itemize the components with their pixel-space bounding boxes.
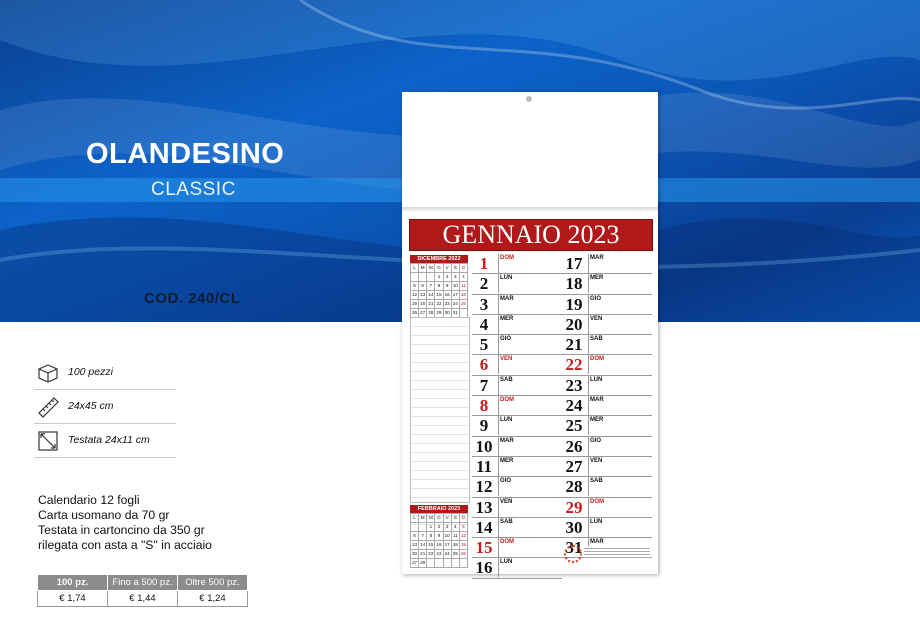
- calendar-day: [472, 538, 562, 558]
- mini-weekday: D: [460, 514, 468, 523]
- mini-weekday: L: [411, 264, 419, 273]
- day-weekday: MAR: [590, 539, 604, 546]
- day-weekday: LUN: [500, 559, 513, 566]
- mini-day: 2: [435, 523, 443, 532]
- mini-day: 22: [427, 550, 435, 559]
- mini-day: 12: [411, 291, 419, 300]
- day-weekday: DOM: [590, 356, 604, 363]
- mini-day: 21: [419, 550, 427, 559]
- mini-day: 25: [460, 300, 468, 309]
- mini-day: [419, 523, 427, 532]
- calendar-day: [472, 437, 562, 457]
- calendar-day: [562, 498, 652, 518]
- note-line: [411, 408, 469, 417]
- mini-weekday: M: [419, 264, 427, 273]
- calendar-day: [562, 274, 652, 294]
- day-number: 3: [479, 294, 489, 314]
- mini-day: 4: [460, 273, 468, 282]
- price-value: € 1,44: [108, 591, 178, 607]
- mini-day: [460, 559, 468, 568]
- day-number: 23: [565, 375, 583, 395]
- calendar-day: [472, 558, 562, 578]
- day-weekday: MER: [500, 457, 514, 464]
- day-number: 28: [565, 477, 583, 497]
- mini-day: 28: [419, 559, 427, 568]
- note-line: [411, 354, 469, 363]
- product-subtitle: CLASSIC: [151, 179, 236, 200]
- mini-day: 14: [427, 291, 435, 300]
- day-number: 15: [475, 538, 493, 558]
- mini-calendar-grid: [410, 513, 468, 568]
- mini-day: 1: [435, 273, 443, 282]
- mini-day: [411, 273, 419, 282]
- day-number: 10: [475, 436, 493, 456]
- spec-header-size: [34, 425, 176, 458]
- mini-weekday: M: [427, 514, 435, 523]
- mini-day: 7: [427, 282, 435, 291]
- day-weekday: VEN: [590, 457, 603, 464]
- day-number: 17: [565, 254, 583, 273]
- mini-day: [452, 559, 460, 568]
- note-line: [411, 444, 469, 453]
- mini-day: 5: [460, 523, 468, 532]
- mini-day: 28: [427, 309, 435, 318]
- price-header: Oltre 500 pz.: [178, 575, 248, 591]
- mini-day: [419, 273, 427, 282]
- day-column-left: [472, 254, 562, 579]
- mini-day: 20: [411, 550, 419, 559]
- day-weekday: DOM: [500, 255, 514, 261]
- day-number: 4: [479, 314, 489, 334]
- mini-day: 7: [419, 532, 427, 541]
- day-weekday: VEN: [590, 315, 603, 322]
- mini-day: [435, 559, 443, 568]
- mini-day: 9: [435, 532, 443, 541]
- mini-day: [444, 559, 452, 568]
- day-weekday: LUN: [590, 376, 603, 383]
- day-weekday: DOM: [500, 539, 514, 546]
- day-number: 25: [565, 416, 583, 436]
- mini-calendar-february: [410, 505, 468, 568]
- mini-day: 23: [435, 550, 443, 559]
- day-weekday: GIO: [500, 478, 512, 485]
- mini-weekday: V: [444, 514, 452, 523]
- day-number: 31: [565, 538, 583, 558]
- day-number: 29: [565, 497, 583, 517]
- day-number: 30: [565, 517, 583, 537]
- calendar-day: [562, 315, 652, 335]
- mini-day: 26: [411, 309, 419, 318]
- calendar-day: [472, 315, 562, 335]
- product-description: [38, 493, 212, 553]
- description-line: Testata in cartoncino da 350 gr: [38, 523, 205, 537]
- mini-weekday: V: [444, 264, 452, 273]
- mini-day: 31: [452, 309, 460, 318]
- day-weekday: MER: [590, 275, 604, 282]
- day-weekday: DOM: [590, 498, 604, 505]
- mini-day: 24: [452, 300, 460, 309]
- mini-day: 23: [444, 300, 452, 309]
- mini-day: 19: [460, 541, 468, 550]
- note-line: [411, 453, 469, 462]
- day-weekday: GIO: [590, 437, 602, 444]
- day-weekday: MAR: [590, 255, 604, 261]
- calendar-day: [562, 416, 652, 436]
- mini-day: 29: [435, 309, 443, 318]
- mini-day: 27: [419, 309, 427, 318]
- day-number: 21: [565, 335, 583, 355]
- day-weekday: GIO: [590, 295, 602, 302]
- mini-day: 3: [444, 523, 452, 532]
- mini-calendar-december: [410, 255, 468, 318]
- ruler-icon: [36, 395, 60, 419]
- day-number: 16: [475, 558, 493, 578]
- calendar-day: [472, 477, 562, 497]
- note-line: [411, 435, 469, 444]
- day-number: 24: [565, 396, 583, 416]
- note-line: [411, 489, 469, 498]
- calendar-day: [562, 376, 652, 396]
- price-header: 100 pz.: [38, 575, 108, 591]
- notes-area: [410, 317, 470, 503]
- hanging-hole: [526, 96, 532, 102]
- note-line: [411, 399, 469, 408]
- description-line: rilegata con asta a "S" in acciaio: [38, 538, 212, 552]
- mini-day: 22: [435, 300, 443, 309]
- day-weekday: LUN: [500, 417, 513, 424]
- calendar-day: [562, 355, 652, 375]
- mini-day: 20: [419, 300, 427, 309]
- note-line: [411, 471, 469, 480]
- day-weekday: MAR: [500, 295, 514, 302]
- mini-weekday: G: [435, 514, 443, 523]
- mini-day: 30: [444, 309, 452, 318]
- mini-day: 27: [411, 559, 419, 568]
- calendar-day: [562, 518, 652, 538]
- spec-quantity-label: 100 pezzi: [68, 366, 113, 378]
- calendar-day: [562, 396, 652, 416]
- mini-weekday: M: [419, 514, 427, 523]
- note-line: [411, 480, 469, 489]
- day-number: 1: [479, 254, 489, 273]
- mini-calendar-title: DICEMBRE 2022: [410, 255, 468, 263]
- day-number: 12: [475, 477, 493, 497]
- spec-size: [34, 391, 176, 424]
- mini-day: 15: [427, 541, 435, 550]
- day-weekday: MER: [500, 315, 514, 322]
- mini-calendar-grid: [410, 263, 468, 318]
- day-column-right: [562, 254, 652, 558]
- calendar-day: [472, 376, 562, 396]
- note-line: [411, 327, 469, 336]
- day-weekday: MAR: [590, 397, 604, 404]
- mini-day: 13: [411, 541, 419, 550]
- day-number: 8: [479, 396, 489, 416]
- day-weekday: LUN: [590, 518, 603, 525]
- mini-day: 8: [435, 282, 443, 291]
- day-number: 11: [475, 456, 493, 476]
- mini-weekday: S: [452, 514, 460, 523]
- box-icon: [36, 361, 60, 385]
- day-weekday: MER: [590, 417, 604, 424]
- day-number: 9: [479, 416, 489, 436]
- mini-weekday: M: [427, 264, 435, 273]
- calendar-day: [472, 457, 562, 477]
- mini-day: 6: [411, 532, 419, 541]
- day-number: 7: [479, 375, 489, 395]
- day-number: 14: [475, 517, 493, 537]
- product-title: OLANDESINO: [86, 138, 285, 170]
- note-line: [411, 426, 469, 435]
- mini-day: 5: [411, 282, 419, 291]
- mini-day: 11: [460, 282, 468, 291]
- mini-day: 16: [435, 541, 443, 550]
- mini-day: 1: [427, 523, 435, 532]
- mini-weekday: L: [411, 514, 419, 523]
- calendar-month-header: GENNAIO 2023: [409, 219, 653, 251]
- mini-day: 16: [444, 291, 452, 300]
- header-fold: [402, 207, 658, 211]
- calendar-day: [472, 498, 562, 518]
- mini-day: 6: [419, 282, 427, 291]
- note-line: [411, 372, 469, 381]
- calendar-day: [472, 355, 562, 375]
- mini-day: 13: [419, 291, 427, 300]
- spec-header-size-label: Testata 24x11 cm: [68, 434, 150, 446]
- day-number: 2: [479, 274, 489, 294]
- day-number: 6: [479, 355, 489, 375]
- mini-day: 26: [460, 550, 468, 559]
- mini-day: 18: [452, 541, 460, 550]
- day-number: 19: [565, 294, 583, 314]
- calendar-day: [562, 437, 652, 457]
- price-table: [37, 574, 248, 607]
- day-number: 22: [565, 355, 583, 375]
- mini-day: 10: [444, 532, 452, 541]
- day-number: 20: [565, 314, 583, 334]
- mini-day: 12: [460, 532, 468, 541]
- mini-day: [427, 559, 435, 568]
- day-weekday: SAB: [590, 336, 603, 343]
- spec-quantity: [34, 357, 176, 390]
- note-line: [411, 381, 469, 390]
- day-weekday: SAB: [500, 376, 513, 383]
- calendar-day: [472, 416, 562, 436]
- price-value-row: [38, 591, 248, 607]
- mini-day: [427, 273, 435, 282]
- calendar-day: [562, 457, 652, 477]
- note-line: [411, 417, 469, 426]
- day-weekday: SAB: [500, 518, 513, 525]
- mini-day: 4: [452, 523, 460, 532]
- price-header: Fino a 500 pz.: [108, 575, 178, 591]
- description-line: Calendario 12 fogli: [38, 493, 140, 507]
- calendar-day: [472, 396, 562, 416]
- mini-day: 17: [444, 541, 452, 550]
- mini-day: 9: [444, 282, 452, 291]
- day-weekday: GIO: [500, 336, 512, 343]
- price-value: € 1,24: [178, 591, 248, 607]
- note-line: [411, 318, 469, 327]
- day-weekday: SAB: [590, 478, 603, 485]
- mini-day: 10: [452, 282, 460, 291]
- note-line: [411, 462, 469, 471]
- day-weekday: LUN: [500, 275, 513, 282]
- price-header-row: [38, 575, 248, 591]
- calendar-day: [472, 518, 562, 538]
- mini-weekday: D: [460, 264, 468, 273]
- mini-day: 21: [427, 300, 435, 309]
- day-weekday: DOM: [500, 397, 514, 404]
- note-line: [411, 345, 469, 354]
- mini-calendar-title: FEBBRAIO 2023: [410, 505, 468, 513]
- product-code: COD. 240/CL: [144, 290, 241, 307]
- day-weekday: VEN: [500, 356, 513, 363]
- mini-weekday: G: [435, 264, 443, 273]
- mini-day: 25: [452, 550, 460, 559]
- note-line: [411, 336, 469, 345]
- footer-info-table: [584, 546, 650, 560]
- moon-phase-icon: [564, 545, 582, 563]
- day-weekday: MAR: [500, 437, 514, 444]
- calendar-day: [472, 254, 562, 274]
- mini-day: 24: [444, 550, 452, 559]
- mini-day: 19: [411, 300, 419, 309]
- day-number: 13: [475, 497, 493, 517]
- mini-day: 17: [452, 291, 460, 300]
- day-number: 27: [565, 456, 583, 476]
- mini-day: 18: [460, 291, 468, 300]
- mini-day: [411, 523, 419, 532]
- description-line: Carta usomano da 70 gr: [38, 508, 170, 522]
- mini-day: 14: [419, 541, 427, 550]
- note-line: [411, 390, 469, 399]
- mini-day: 3: [452, 273, 460, 282]
- header-size-icon: [36, 429, 60, 453]
- day-number: 26: [565, 436, 583, 456]
- note-line: [411, 363, 469, 372]
- calendar-day: [472, 295, 562, 315]
- mini-weekday: S: [452, 264, 460, 273]
- mini-day: 2: [444, 273, 452, 282]
- mini-day: 11: [452, 532, 460, 541]
- calendar-day: [472, 274, 562, 294]
- calendar-day: [562, 295, 652, 315]
- price-value: € 1,74: [38, 591, 108, 607]
- calendar-product-image: [402, 92, 658, 578]
- spec-size-label: 24x45 cm: [68, 400, 114, 412]
- calendar-day: [472, 335, 562, 355]
- calendar-day: [562, 335, 652, 355]
- day-number: 5: [479, 335, 489, 355]
- mini-day: 8: [427, 532, 435, 541]
- calendar-day: [562, 254, 652, 274]
- calendar-day: [562, 477, 652, 497]
- day-weekday: VEN: [500, 498, 513, 505]
- mini-day: 15: [435, 291, 443, 300]
- day-number: 18: [565, 274, 583, 294]
